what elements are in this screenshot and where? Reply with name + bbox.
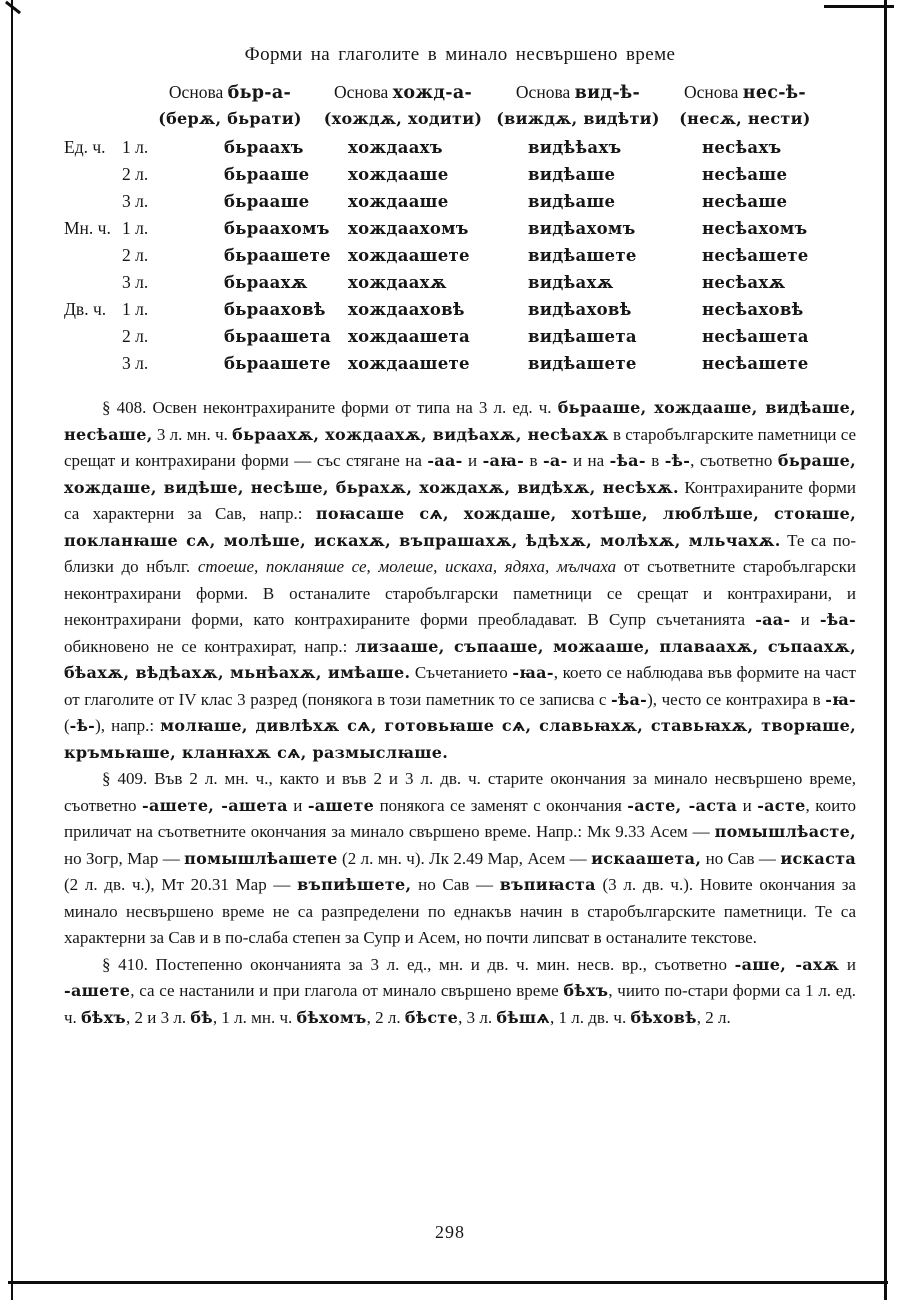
number-group-label — [64, 323, 122, 350]
page-number: 298 — [435, 1222, 465, 1242]
person-label: 3 л. — [122, 191, 149, 211]
table-row — [64, 296, 856, 323]
verb-form: видѣашета — [528, 327, 637, 346]
verb-form: бьраахомъ — [224, 219, 330, 238]
number-group-label — [64, 242, 122, 269]
verb-form: несѣахомъ — [702, 219, 808, 238]
verb-form: бьраахъ — [224, 138, 304, 157]
verb-form: хождаашета — [348, 327, 471, 346]
page-title: Форми на глаголите в минало несвършено време — [244, 44, 676, 65]
table-row — [64, 188, 856, 215]
person-label: 2 л. — [122, 245, 149, 265]
verb-form: несѣаше — [702, 165, 788, 184]
verb-form: хождаашете — [348, 246, 470, 265]
verb-form: бьраашета — [224, 327, 331, 346]
verb-form: несѣашете — [702, 246, 809, 265]
column-subheader: (берѫ, бьрати) — [158, 109, 302, 128]
verb-form: несѣахѫ — [702, 273, 786, 292]
person-label: 3 л. — [122, 353, 149, 373]
column-header: Основа нес-ѣ- — [684, 82, 806, 103]
table-subheader-row — [64, 106, 856, 132]
person-label: 1 л. — [122, 218, 149, 238]
verb-form: несѣашете — [702, 354, 809, 373]
table-row — [64, 215, 856, 242]
verb-form: несѣахъ — [702, 138, 782, 157]
person-label: 1 л. — [122, 137, 149, 157]
verb-form: бьрааховѣ — [224, 300, 326, 319]
verb-form: хождааховѣ — [348, 300, 465, 319]
verb-form: несѣашета — [702, 327, 809, 346]
number-group-label: Дв. ч. — [64, 299, 107, 319]
verb-form: хождаахѫ — [348, 273, 447, 292]
column-header: Основа вид-ѣ- — [515, 82, 641, 103]
number-group-label — [64, 188, 122, 215]
column-subheader: (виждѫ, видѣти) — [496, 109, 660, 128]
verb-form: видѣахѫ — [528, 273, 614, 292]
page-content — [64, 44, 856, 1031]
table-header-row — [64, 80, 856, 106]
table-row — [64, 161, 856, 188]
verb-form: бьрааше — [224, 192, 310, 211]
verb-form: видѣашете — [528, 354, 637, 373]
table-row — [64, 350, 856, 377]
number-group-label: Ед. ч. — [64, 137, 106, 157]
verb-form: видѣаше — [528, 192, 616, 211]
verb-form: несѣаше — [702, 192, 788, 211]
verb-form: видѣѣахъ — [528, 138, 622, 157]
scan-edge-top-right — [824, 5, 894, 8]
verb-form: бьраашете — [224, 246, 331, 265]
column-subheader: (несѫ, нести) — [679, 109, 811, 128]
column-subheader: (хождѫ, ходити) — [323, 109, 483, 128]
verb-form: хождаахъ — [348, 138, 443, 157]
table-row — [64, 269, 856, 296]
verb-form: хождаашете — [348, 354, 470, 373]
scan-edge-top-left — [5, 1, 21, 14]
column-header: Основа хожд-а- — [333, 82, 473, 103]
table-row — [64, 134, 856, 161]
person-label: 2 л. — [122, 326, 149, 346]
person-label: 2 л. — [122, 164, 149, 184]
verb-form: бьрааше — [224, 165, 310, 184]
verb-form: видѣаше — [528, 165, 616, 184]
table-row — [64, 242, 856, 269]
paragraph-410: § 410. Постепенно окончанията за 3 л. ед., мн. и дв. ч. мин. несв. вр., съответно -аше, -ахѫ и -ашете, са се настанили и при глагола от минало свършено време бѣхъ, чиито по-стари форми са 1 л. ед. ч. бѣхъ, 2 и 3 л. бѣ, 1 л. мн. ч. бѣхомъ, 2 л. бѣсте, 3 л. бѣшѧ, 1 л. дв. ч. бѣховѣ, 2 л. — [64, 954, 856, 1027]
number-group-label: Мн. ч. — [64, 218, 111, 238]
scan-edge-bottom — [8, 1281, 888, 1284]
paragraph-409: § 409. Във 2 л. мн. ч., както и във 2 и 3 л. дв. ч. старите окончания за минало несвършено време, съответно -ашете, -ашета и -ашете понякога се заменят с окончания -асте, -аста и -асте, които приличат на съответните окончания за минало свършено време. Напр.: Мк 9.33 Асем — помышлѣасте, но Зогр, Мар — помышлѣашете (2 л. мн. ч). Лк 2.49 Мар, Асем — искаашета, но Сав — искаста (2 л. дв. ч.), Мт 20.31 Мар — въпиѣшете, но Сав — въпиꙗста (3 л. дв. ч.). Новите окончания за минало несвършено време не са разпределени по еднакъв начин в старобългарските паметници. Те са характерни за Сав и в по-слаба степен за Супр и Асем, но почти липсват в останалите текстове. — [64, 769, 856, 947]
scan-edge-left — [11, 0, 13, 1300]
scan-edge-right — [884, 0, 887, 1300]
verb-form: хождааше — [348, 192, 449, 211]
verb-form: хождаахомъ — [348, 219, 469, 238]
verb-form: бьраахѫ — [224, 273, 308, 292]
number-group-label — [64, 161, 122, 188]
verb-form: несѣаховѣ — [702, 300, 804, 319]
number-group-label — [64, 350, 122, 377]
number-group-label — [64, 269, 122, 296]
column-header: Основа бьр-а- — [168, 82, 292, 103]
verb-form: видѣахомъ — [528, 219, 636, 238]
verb-form: хождааше — [348, 165, 449, 184]
table-row — [64, 323, 856, 350]
verb-form: видѣашете — [528, 246, 637, 265]
person-label: 3 л. — [122, 272, 149, 292]
person-label: 1 л. — [122, 299, 149, 319]
paragraph-408: § 408. Освен неконтрахираните форми от типа на 3 л. ед. ч. бьрааше, хождааше, видѣаше, несѣаше, 3 л. мн. ч. бьраахѫ, хождаахѫ, видѣахѫ, несѣахѫ в старобългарските паметници се срещат и контрахирани форми — със стягане на -аа- и -аꙗ- в -а- и на -ѣа- в -ѣ-, съответно бьраше, хождаше, видѣше, несѣше, бьрахѫ, хождахѫ, видѣхѫ, несѣхѫ. Контрахираните форми са характерни за Сав, напр.: поꙗсаше сѧ, хождаше, хотѣше, люблѣше, стоꙗше, покланꙗше сѧ, молѣше, искахѫ, въпрашахѫ, ѣдѣхѫ, молѣхѫ, мльчахѫ. Те са по-близки до нбълг. стоеше, покланяше се, молеше, искаха, ядяха, мълчаха от съответните старобългарски неконтрахирани форми. В останалите старобългарски паметници се срещат и контрахирани, и неконтрахирани форми, като контрахираните форми преобладават. В Супр съчетанията -аа- и -ѣа- обикновено не се контрахират, напр.: лизааше, съпааше, можааше, плаваахѫ, съпаахѫ, бѣахѫ, вѣдѣахѫ, мьнѣахѫ, имѣаше. Съчетанието -ꙗа-, което се наблюдава във формите на част от глаголите от IV клас 3 разред (понякога в този паметник то се записва с -ѣа-), често се контрахира в -ꙗ- (-ѣ-), напр.: молꙗше, дивлѣхѫ сѧ, готовьꙗше сѧ, славьꙗхѫ, ставьꙗхѫ, творꙗше, кръмьꙗше, кланꙗхѫ сѧ, размыслꙗше. — [64, 398, 857, 762]
verb-form: видѣаховѣ — [528, 300, 632, 319]
verb-conjugation-table — [64, 80, 856, 377]
verb-form: бьраашете — [224, 354, 331, 373]
